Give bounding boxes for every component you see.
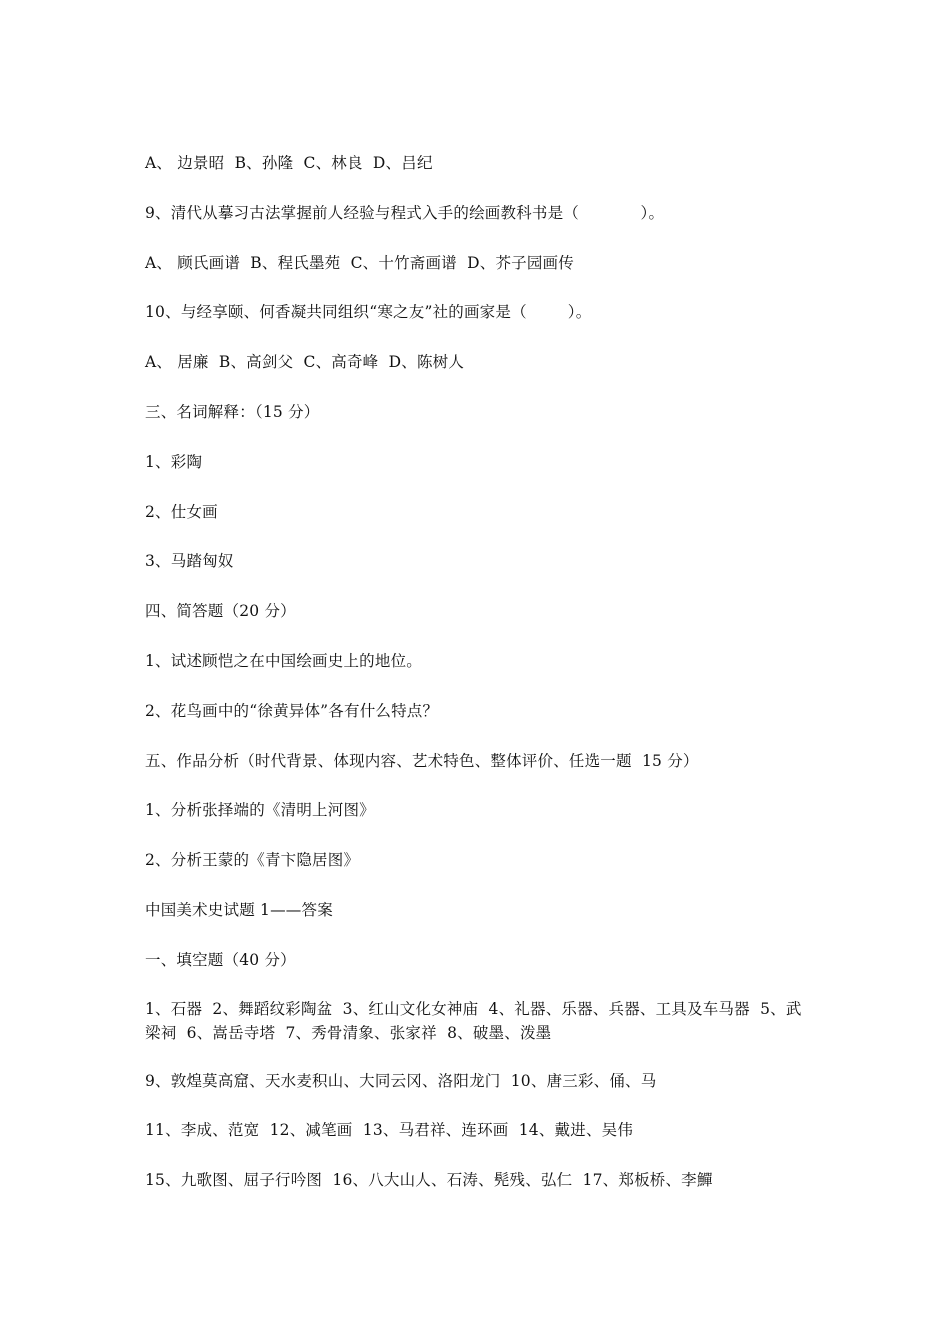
term-1: 1、彩陶 [145,452,203,471]
term-3: 3、马踏匈奴 [145,552,234,571]
option-line-q10: A、 居廉 B、高剑父 C、高奇峰 D、陈树人 [145,353,465,372]
section-heading-analysis: 五、作品分析（时代背景、体现内容、艺术特色、整体评价、任选一题 15 分） [145,751,699,770]
section-heading-terms: 三、名词解释：（15 分） [145,402,320,421]
analysis-1: 1、分析张择端的《清明上河图》 [145,801,375,820]
answer-line-3: 11、李成、范宽 12、减笔画 13、马君祥、连环画 14、戴进、吴伟 [145,1121,634,1140]
section-heading-short-answer: 四、简答题（20 分） [145,602,296,621]
answer-title: 中国美术史试题 1——答案 [145,900,333,919]
answer-section-fill-blank: 一、填空题（40 分） [145,950,296,969]
question-9: 9、清代从摹习古法掌握前人经验与程式入手的绘画教科书是（ ）。 [145,203,665,222]
question-10: 10、与经享颐、何香凝共同组织“寒之友”社的画家是（ ）。 [145,303,592,322]
short-answer-2: 2、花鸟画中的“徐黄异体”各有什么特点？ [145,701,439,720]
option-line-q8: A、 边景昭 B、孙隆 C、林良 D、吕纪 [145,154,433,172]
answer-line-2: 9、敦煌莫高窟、天水麦积山、大同云冈、洛阳龙门 10、唐三彩、俑、马 [145,1071,657,1090]
term-2: 2、仕女画 [145,502,218,521]
answer-line-4: 15、九歌图、屈子行吟图 16、八大山人、石涛、髡残、弘仁 17、郑板桥、李鱓 [145,1171,713,1190]
answer-line-1: 1、石器 2、舞蹈纹彩陶盆 3、红山文化女神庙 4、礼器、乐器、兵器、工具及车马器 5、武梁祠 6、嵩岳寺塔 7、秀骨清象、张家祥 8、破墨、泼墨 [145,999,802,1042]
option-line-q9: A、 顾氏画谱 B、程氏墨苑 C、十竹斋画谱 D、芥子园画传 [145,253,574,272]
document-body [145,150,815,1217]
analysis-2: 2、分析王蒙的《青卞隐居图》 [145,851,360,870]
short-answer-1: 1、试述顾恺之在中国绘画史上的地位。 [145,651,422,670]
